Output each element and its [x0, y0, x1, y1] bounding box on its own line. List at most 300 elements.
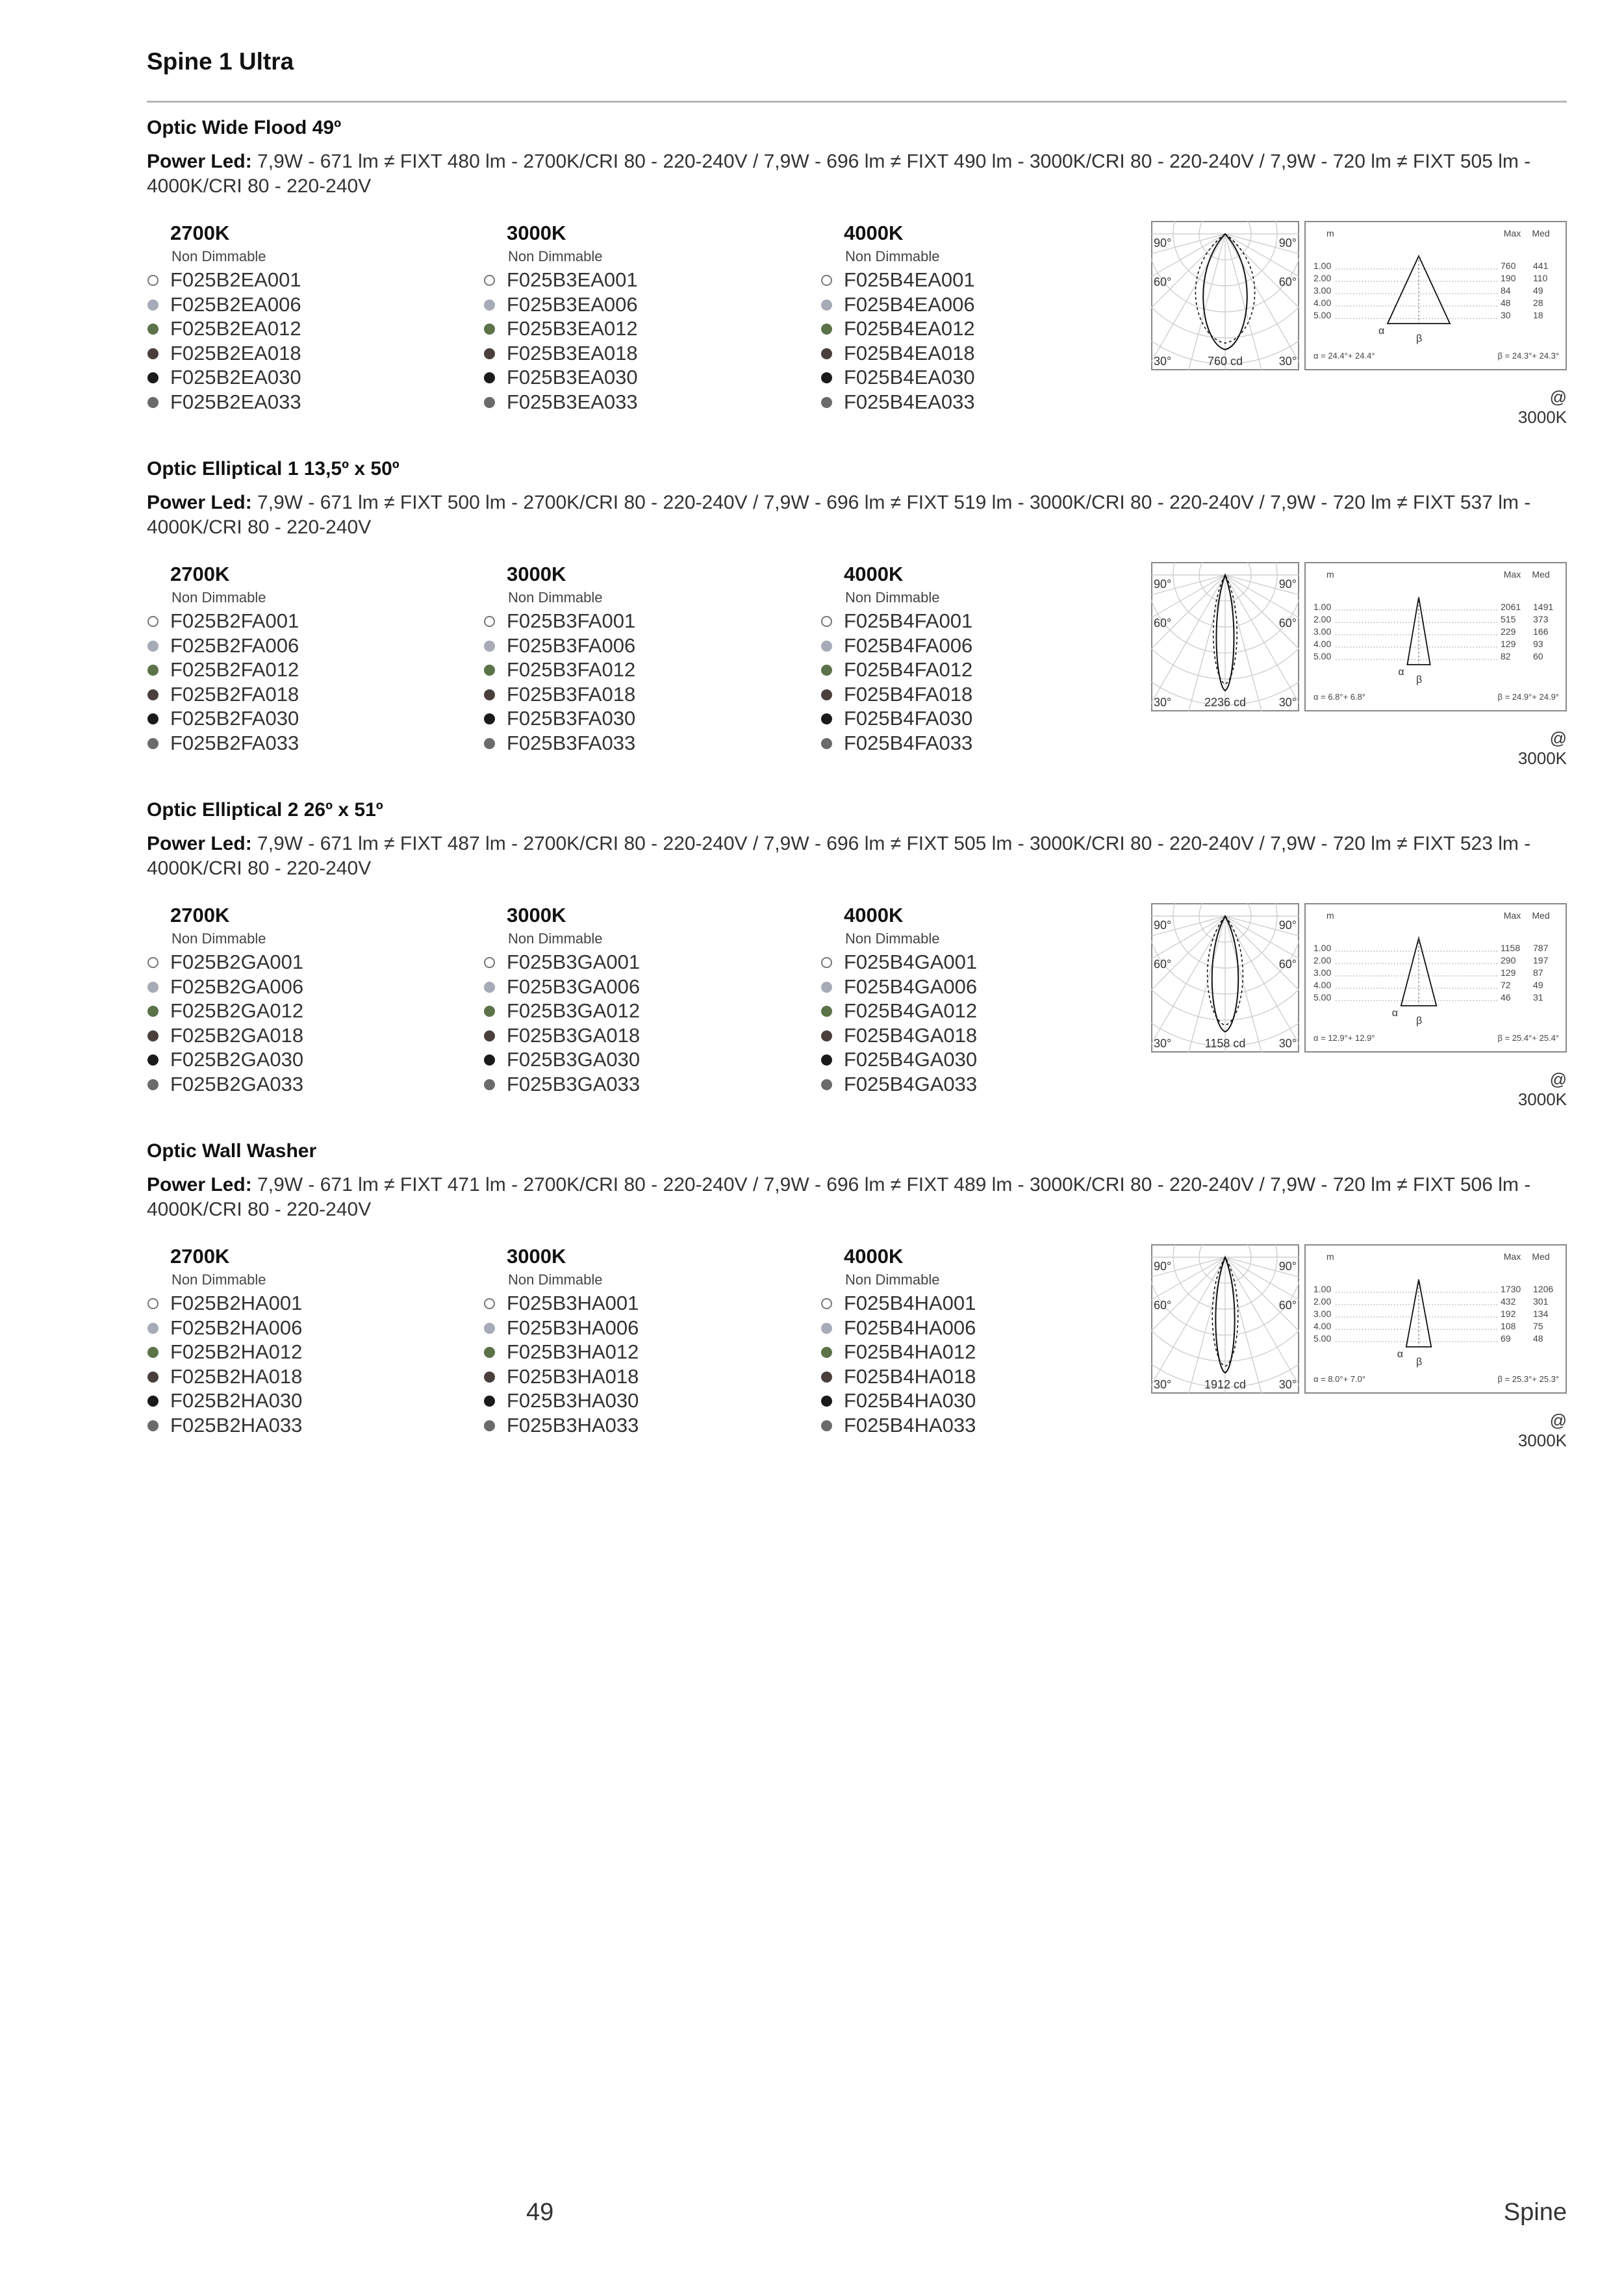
- illuminance-cone-diagram: [1304, 903, 1567, 1053]
- color-temp-column: [820, 1244, 1145, 1437]
- finish-color-swatch-icon: [147, 1420, 159, 1431]
- product-code: F025B2FA012: [170, 658, 299, 681]
- product-code-item: [820, 1072, 1145, 1097]
- polar-angle-label: 90°: [1278, 919, 1297, 932]
- color-temp-heading: 2700K: [170, 222, 230, 244]
- product-code-item: [820, 658, 1145, 682]
- power-led-text: 7,9W - 671 lm ≠ FIXT 487 lm - 2700K/CRI 80 - 220-240V / 7,9W - 696 lm ≠ FIXT 505 lm - 3000K/CRI 80 - 220-240V / 7,9W - 720 lm ≠ FIXT 523 lm - 4000K/CRI 80 - 220-240V: [147, 833, 1531, 879]
- finish-color-swatch-icon: [821, 275, 832, 286]
- polar-candela-label: 2236 cd: [1204, 696, 1247, 709]
- cone-distance: 1.00: [1313, 261, 1332, 271]
- finish-color-swatch-icon: [484, 1420, 495, 1431]
- finish-color-swatch-icon: [484, 713, 495, 724]
- power-led-label: Power Led:: [147, 1174, 252, 1195]
- product-code: F025B3FA001: [507, 609, 636, 632]
- power-led-spec: [147, 149, 1567, 199]
- finish-color-swatch-icon: [484, 275, 495, 286]
- power-led-spec: [147, 491, 1567, 540]
- product-code-item: [147, 658, 472, 682]
- page-title: Spine 1 Ultra: [147, 48, 294, 75]
- polar-angle-label: 30°: [1278, 355, 1297, 368]
- finish-color-swatch-icon: [484, 324, 495, 335]
- product-code-item: [483, 1340, 808, 1364]
- beta-symbol: β: [1416, 674, 1423, 685]
- product-code: F025B2FA033: [170, 731, 299, 754]
- polar-angle-label: 60°: [1154, 617, 1172, 630]
- cone-med-value: 49: [1533, 285, 1543, 296]
- product-code: F025B4GA001: [844, 951, 978, 973]
- cone-med-value: 1206: [1533, 1284, 1554, 1294]
- finish-color-swatch-icon: [484, 957, 495, 968]
- product-code: F025B3HA001: [507, 1292, 639, 1314]
- product-code-list: [483, 950, 808, 1096]
- polar-angle-label: 30°: [1154, 1378, 1172, 1391]
- alpha-angle-text: α = 8.0°+ 7.0°: [1313, 1374, 1366, 1384]
- polar-photometric-diagram: [1151, 562, 1299, 711]
- cone-distance: 3.00: [1313, 1309, 1332, 1319]
- product-code: F025B4GA033: [844, 1072, 978, 1095]
- finish-color-swatch-icon: [821, 713, 832, 724]
- product-code-list: [483, 268, 808, 414]
- measurement-temp-note: @ 3000K: [1517, 1069, 1567, 1109]
- polar-angle-label: 60°: [1278, 1299, 1297, 1312]
- polar-diagram-svg: [1151, 1244, 1299, 1394]
- cone-distance: 4.00: [1313, 980, 1332, 990]
- cone-max-value: 1158: [1501, 943, 1521, 953]
- footer-brand: Spine: [1503, 2199, 1567, 2226]
- alpha-angle-text: α = 12.9°+ 12.9°: [1313, 1033, 1375, 1043]
- beta-angle-text: β = 24.3°+ 24.3°: [1497, 351, 1559, 361]
- product-code-list: [147, 950, 472, 1096]
- cone-max-header: Max: [1503, 228, 1521, 238]
- product-code-list: [483, 1291, 808, 1437]
- illuminance-cone-diagram: [1304, 1244, 1567, 1394]
- polar-photometric-diagram: [1151, 903, 1299, 1053]
- polar-diagram-svg: [1151, 562, 1299, 711]
- finish-color-swatch-icon: [147, 738, 159, 749]
- product-code-item: [483, 341, 808, 366]
- dimming-label: Non Dimmable: [508, 589, 603, 606]
- product-code: F025B3HA012: [507, 1340, 639, 1363]
- product-code-item: [147, 609, 472, 633]
- finish-color-swatch-icon: [147, 982, 159, 993]
- product-code: F025B2GA001: [170, 951, 304, 973]
- optic-section: [147, 458, 1567, 783]
- polar-candela-label: 760 cd: [1207, 355, 1243, 368]
- cone-max-value: 48: [1501, 298, 1511, 308]
- power-led-label: Power Led:: [147, 492, 252, 513]
- finish-color-swatch-icon: [821, 1298, 832, 1309]
- polar-diagram-svg: [1151, 221, 1299, 370]
- finish-color-swatch-icon: [147, 1298, 159, 1309]
- polar-angle-label: 60°: [1278, 958, 1297, 971]
- illuminance-cone-diagram: [1304, 562, 1567, 711]
- product-code-item: [483, 268, 808, 292]
- finish-color-swatch-icon: [821, 1030, 832, 1041]
- product-code: F025B3HA018: [507, 1364, 639, 1388]
- polar-angle-label: 30°: [1278, 1037, 1297, 1050]
- optic-title: Optic Elliptical 2 26º x 51º: [147, 799, 383, 821]
- product-code: F025B2GA033: [170, 1072, 304, 1095]
- product-code: F025B4EA006: [844, 292, 975, 316]
- product-code: F025B2HA018: [170, 1364, 303, 1388]
- cone-distance: 2.00: [1313, 614, 1332, 624]
- finish-color-swatch-icon: [147, 689, 159, 700]
- product-code: F025B4EA012: [844, 317, 975, 340]
- product-code: F025B2GA006: [170, 975, 304, 998]
- finish-color-swatch-icon: [821, 397, 832, 408]
- finish-color-swatch-icon: [147, 275, 159, 286]
- product-code-item: [483, 316, 808, 341]
- product-code: F025B2EA001: [170, 268, 301, 291]
- illuminance-cone-diagram: [1304, 221, 1567, 370]
- finish-color-swatch-icon: [484, 982, 495, 993]
- product-code-item: [820, 1291, 1145, 1316]
- dimming-label: Non Dimmable: [171, 1271, 266, 1288]
- cone-med-value: 134: [1533, 1309, 1549, 1319]
- cone-max-value: 46: [1501, 992, 1511, 1003]
- product-code-item: [483, 950, 808, 975]
- cone-med-header: Med: [1532, 1251, 1550, 1262]
- product-code-item: [483, 1413, 808, 1438]
- finish-color-swatch-icon: [147, 616, 159, 627]
- finish-color-swatch-icon: [147, 665, 159, 676]
- product-code-item: [820, 1340, 1145, 1364]
- cone-med-value: 197: [1533, 955, 1549, 965]
- product-code-item: [820, 1413, 1145, 1438]
- product-code-item: [147, 975, 472, 999]
- optic-section: [147, 799, 1567, 1124]
- cone-distance: 1.00: [1313, 1284, 1332, 1294]
- cone-max-value: 72: [1501, 980, 1511, 990]
- finish-color-swatch-icon: [147, 1396, 159, 1407]
- finish-color-swatch-icon: [821, 1347, 832, 1358]
- beta-angle-text: β = 25.3°+ 25.3°: [1497, 1374, 1559, 1384]
- product-code: F025B3EA001: [507, 268, 638, 291]
- product-code-item: [147, 1023, 472, 1048]
- product-code: F025B4GA006: [844, 975, 978, 998]
- cone-max-value: 760: [1501, 261, 1516, 271]
- product-code-list: [820, 609, 1145, 755]
- polar-angle-label: 60°: [1154, 275, 1172, 288]
- finish-color-swatch-icon: [484, 1079, 495, 1090]
- finish-color-swatch-icon: [147, 300, 159, 311]
- product-code-item: [483, 390, 808, 415]
- cone-max-header: Max: [1503, 1251, 1521, 1262]
- finish-color-swatch-icon: [821, 372, 832, 383]
- beta-symbol: β: [1416, 1016, 1423, 1027]
- product-code: F025B4GA030: [844, 1048, 978, 1071]
- beta-symbol: β: [1416, 1357, 1423, 1368]
- color-temp-heading: 4000K: [844, 222, 904, 244]
- finish-color-swatch-icon: [484, 300, 495, 311]
- finish-color-swatch-icon: [484, 665, 495, 676]
- product-code: F025B4FA033: [844, 731, 973, 754]
- product-code: F025B3HA030: [507, 1389, 639, 1412]
- cone-max-value: 108: [1501, 1321, 1516, 1331]
- finish-color-swatch-icon: [147, 397, 159, 408]
- product-code-list: [820, 950, 1145, 1096]
- cone-max-value: 432: [1501, 1296, 1516, 1307]
- cone-med-header: Med: [1532, 910, 1550, 921]
- cone-med-value: 166: [1533, 626, 1549, 637]
- product-code-item: [483, 1047, 808, 1072]
- cone-max-value: 69: [1501, 1333, 1511, 1344]
- finish-color-swatch-icon: [484, 1347, 495, 1358]
- product-code-item: [147, 1047, 472, 1072]
- polar-photometric-diagram: [1151, 221, 1299, 370]
- product-code: F025B2FA018: [170, 682, 299, 706]
- product-code-item: [483, 1023, 808, 1048]
- color-temp-column: [820, 903, 1145, 1096]
- finish-color-swatch-icon: [484, 372, 495, 383]
- product-code: F025B2EA033: [170, 390, 301, 413]
- variant-columns: [147, 903, 1141, 1098]
- color-temp-column: [147, 903, 472, 1096]
- finish-color-swatch-icon: [484, 1323, 495, 1334]
- polar-angle-label: 90°: [1154, 919, 1172, 932]
- product-code: F025B2FA001: [170, 609, 299, 632]
- finish-color-swatch-icon: [147, 348, 159, 359]
- finish-color-swatch-icon: [147, 1054, 159, 1066]
- polar-angle-label: 90°: [1278, 1260, 1297, 1273]
- product-code: F025B4HA012: [844, 1340, 976, 1363]
- measurement-temp-note: @ 3000K: [1517, 387, 1567, 427]
- measurement-temp-note: @ 3000K: [1517, 728, 1567, 768]
- cone-distance: 2.00: [1313, 1296, 1332, 1307]
- color-temp-column: [147, 221, 472, 414]
- product-code: F025B3EA018: [507, 341, 638, 364]
- cone-distance: 4.00: [1313, 1321, 1332, 1331]
- cone-max-value: 190: [1501, 273, 1516, 283]
- cone-distance: 3.00: [1313, 626, 1332, 637]
- finish-color-swatch-icon: [821, 641, 832, 652]
- finish-color-swatch-icon: [821, 1323, 832, 1334]
- finish-color-swatch-icon: [147, 713, 159, 724]
- product-code: F025B4FA012: [844, 658, 973, 681]
- finish-color-swatch-icon: [821, 982, 832, 993]
- product-code-item: [820, 268, 1145, 292]
- power-led-text: 7,9W - 671 lm ≠ FIXT 471 lm - 2700K/CRI 80 - 220-240V / 7,9W - 696 lm ≠ FIXT 489 lm - 3000K/CRI 80 - 220-240V / 7,9W - 720 lm ≠ FIXT 506 lm - 4000K/CRI 80 - 220-240V: [147, 1174, 1531, 1220]
- cone-distance: 4.00: [1313, 298, 1332, 308]
- product-code-item: [483, 1072, 808, 1097]
- product-code: F025B4EA033: [844, 390, 975, 413]
- cone-med-header: Med: [1532, 569, 1550, 580]
- product-code-item: [147, 341, 472, 366]
- product-code-list: [820, 268, 1145, 414]
- polar-angle-label: 90°: [1154, 236, 1172, 249]
- beta-angle-text: β = 25.4°+ 25.4°: [1497, 1033, 1559, 1043]
- finish-color-swatch-icon: [484, 689, 495, 700]
- dimming-label: Non Dimmable: [845, 248, 940, 264]
- variant-columns: [147, 1244, 1141, 1439]
- finish-color-swatch-icon: [147, 1079, 159, 1090]
- finish-color-swatch-icon: [484, 397, 495, 408]
- dimming-label: Non Dimmable: [508, 1271, 603, 1288]
- color-temp-column: [820, 221, 1145, 414]
- product-code-item: [820, 1047, 1145, 1072]
- measurement-temp-note: @ 3000K: [1517, 1411, 1567, 1450]
- finish-color-swatch-icon: [821, 957, 832, 968]
- color-temp-heading: 3000K: [507, 1245, 566, 1268]
- product-code: F025B4HA001: [844, 1292, 976, 1314]
- color-temp-column: [483, 221, 808, 414]
- product-code-list: [820, 1291, 1145, 1437]
- cone-frame: [1305, 563, 1566, 711]
- polar-angle-label: 60°: [1154, 958, 1172, 971]
- product-code: F025B2EA030: [170, 366, 301, 389]
- product-code-item: [147, 316, 472, 341]
- finish-color-swatch-icon: [484, 348, 495, 359]
- power-led-label: Power Led:: [147, 151, 252, 172]
- product-code-item: [483, 1291, 808, 1316]
- finish-color-swatch-icon: [821, 665, 832, 676]
- product-code-item: [483, 731, 808, 756]
- variant-columns: [147, 562, 1141, 757]
- cone-med-value: 31: [1533, 992, 1543, 1003]
- product-code-item: [147, 1413, 472, 1438]
- finish-color-swatch-icon: [821, 1372, 832, 1383]
- polar-angle-label: 60°: [1278, 275, 1297, 288]
- optic-title: Optic Elliptical 1 13,5º x 50º: [147, 458, 400, 479]
- optic-section: [147, 1140, 1567, 1465]
- power-led-text: 7,9W - 671 lm ≠ FIXT 500 lm - 2700K/CRI 80 - 220-240V / 7,9W - 696 lm ≠ FIXT 519 lm - 3000K/CRI 80 - 220-240V / 7,9W - 720 lm ≠ FIXT 537 lm - 4000K/CRI 80 - 220-240V: [147, 492, 1531, 538]
- alpha-symbol: α: [1397, 1349, 1404, 1360]
- cone-distance: 1.00: [1313, 602, 1332, 612]
- cone-diagram-svg: [1304, 221, 1567, 370]
- product-code-item: [147, 633, 472, 658]
- color-temp-column: [147, 1244, 472, 1437]
- polar-candela-label: 1158 cd: [1204, 1037, 1246, 1050]
- alpha-angle-text: α = 6.8°+ 6.8°: [1313, 692, 1366, 702]
- product-code-item: [147, 999, 472, 1023]
- color-temp-column: [483, 903, 808, 1096]
- cone-max-value: 2061: [1501, 602, 1521, 612]
- product-code: F025B4EA030: [844, 366, 975, 389]
- product-code-item: [820, 731, 1145, 756]
- optic-section: [147, 117, 1567, 442]
- product-code-item: [147, 950, 472, 975]
- finish-color-swatch-icon: [484, 641, 495, 652]
- polar-candela-label: 1912 cd: [1204, 1378, 1247, 1391]
- cone-max-value: 82: [1501, 651, 1511, 661]
- product-code-item: [147, 1388, 472, 1413]
- color-temp-heading: 3000K: [507, 563, 566, 585]
- product-code: F025B4HA018: [844, 1364, 976, 1388]
- product-code: F025B3FA030: [507, 707, 636, 730]
- polar-angle-label: 90°: [1154, 578, 1172, 591]
- product-code-item: [483, 365, 808, 390]
- product-code-item: [147, 365, 472, 390]
- finish-color-swatch-icon: [147, 1006, 159, 1017]
- power-led-spec: [147, 832, 1567, 881]
- product-code-item: [147, 682, 472, 707]
- product-code: F025B4EA001: [844, 268, 975, 291]
- finish-color-swatch-icon: [821, 324, 832, 335]
- product-code-item: [483, 706, 808, 731]
- finish-color-swatch-icon: [484, 616, 495, 627]
- finish-color-swatch-icon: [484, 1030, 495, 1041]
- product-code-item: [820, 1388, 1145, 1413]
- product-code: F025B3FA006: [507, 633, 636, 657]
- color-temp-heading: 4000K: [844, 1245, 904, 1268]
- optic-title: Optic Wall Washer: [147, 1140, 317, 1162]
- product-code-item: [147, 1072, 472, 1097]
- color-temp-heading: 3000K: [507, 222, 566, 244]
- product-code-item: [820, 609, 1145, 633]
- color-temp-column: [147, 562, 472, 755]
- product-code-item: [147, 731, 472, 756]
- product-code-list: [147, 609, 472, 755]
- color-temp-heading: 4000K: [844, 563, 904, 585]
- finish-color-swatch-icon: [821, 616, 832, 627]
- alpha-symbol: α: [1391, 1008, 1399, 1019]
- finish-color-swatch-icon: [147, 372, 159, 383]
- product-code: F025B3EA006: [507, 292, 638, 316]
- cone-med-value: 28: [1533, 298, 1543, 308]
- product-code-item: [483, 1388, 808, 1413]
- product-code-item: [820, 1364, 1145, 1389]
- product-code-item: [483, 292, 808, 317]
- product-code: F025B4FA006: [844, 633, 973, 657]
- cone-med-value: 110: [1533, 273, 1548, 283]
- cone-max-value: 229: [1501, 626, 1516, 637]
- product-code-item: [820, 1316, 1145, 1340]
- finish-color-swatch-icon: [147, 1372, 159, 1383]
- cone-distance: 2.00: [1313, 273, 1332, 283]
- finish-color-swatch-icon: [147, 641, 159, 652]
- cone-frame: [1305, 222, 1566, 370]
- product-code-item: [147, 1291, 472, 1316]
- product-code: F025B3GA018: [507, 1023, 641, 1047]
- cone-diagram-svg: [1304, 562, 1567, 711]
- product-code: F025B3HA033: [507, 1413, 639, 1437]
- product-code: F025B2HA001: [170, 1292, 303, 1314]
- product-code-item: [820, 633, 1145, 658]
- cone-med-value: 75: [1533, 1321, 1543, 1331]
- finish-color-swatch-icon: [484, 1372, 495, 1383]
- finish-color-swatch-icon: [147, 1323, 159, 1334]
- polar-angle-label: 30°: [1154, 355, 1172, 368]
- cone-m-header: m: [1326, 910, 1334, 921]
- product-code: F025B4FA001: [844, 609, 973, 632]
- cone-distance: 3.00: [1313, 967, 1332, 978]
- product-code-item: [820, 999, 1145, 1023]
- cone-distance: 1.00: [1313, 943, 1332, 953]
- cone-m-header: m: [1326, 1251, 1334, 1262]
- dimming-label: Non Dimmable: [845, 930, 940, 947]
- finish-color-swatch-icon: [484, 1298, 495, 1309]
- polar-angle-label: 60°: [1154, 1299, 1172, 1312]
- color-temp-heading: 2700K: [170, 1245, 230, 1268]
- finish-color-swatch-icon: [821, 689, 832, 700]
- power-led-text: 7,9W - 671 lm ≠ FIXT 480 lm - 2700K/CRI 80 - 220-240V / 7,9W - 696 lm ≠ FIXT 490 lm - 3000K/CRI 80 - 220-240V / 7,9W - 720 lm ≠ FIXT 505 lm - 4000K/CRI 80 - 220-240V: [147, 151, 1531, 197]
- dimming-label: Non Dimmable: [171, 589, 266, 606]
- product-code-item: [483, 1316, 808, 1340]
- finish-color-swatch-icon: [821, 1079, 832, 1090]
- cone-distance: 5.00: [1313, 651, 1332, 661]
- cone-frame: [1305, 904, 1566, 1052]
- dimming-label: Non Dimmable: [845, 1271, 940, 1288]
- color-temp-column: [483, 562, 808, 755]
- finish-color-swatch-icon: [821, 1006, 832, 1017]
- product-code: F025B3GA012: [507, 999, 641, 1022]
- cone-max-value: 129: [1501, 967, 1516, 978]
- cone-diagram-svg: [1304, 903, 1567, 1053]
- cone-med-value: 18: [1533, 310, 1543, 320]
- cone-max-value: 290: [1501, 955, 1516, 965]
- product-code-item: [147, 1364, 472, 1389]
